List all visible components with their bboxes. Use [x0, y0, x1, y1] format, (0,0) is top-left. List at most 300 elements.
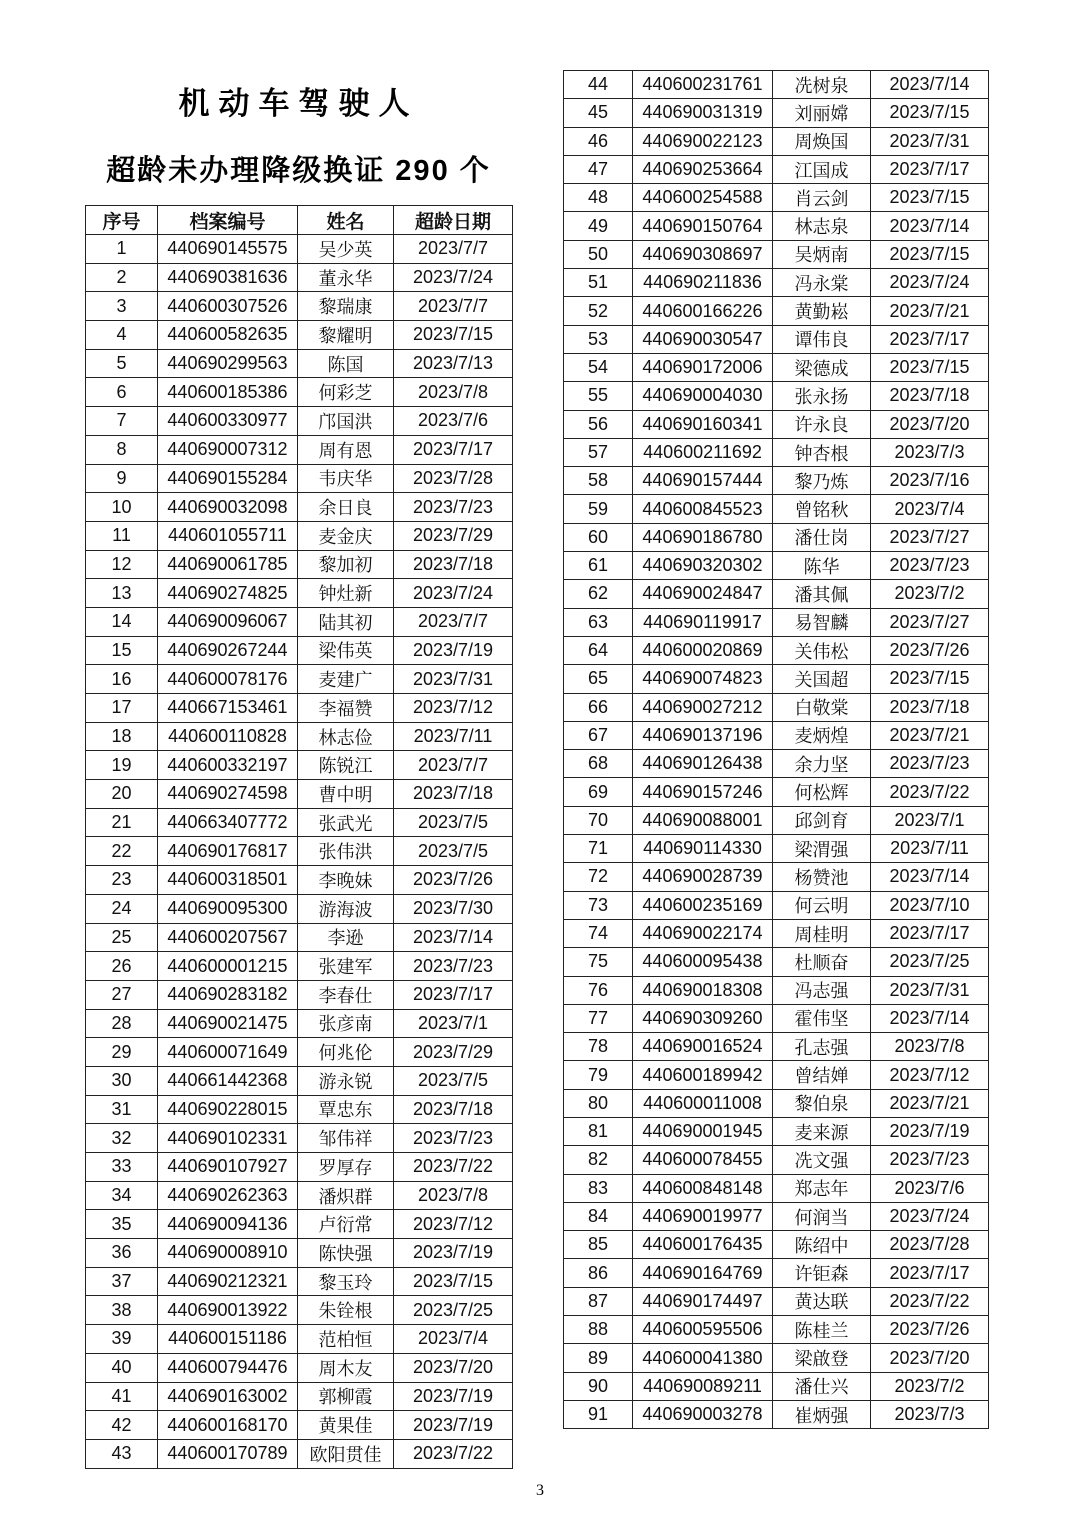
- cell-name: 游永锐: [298, 1066, 394, 1095]
- cell-name: 潘炽群: [298, 1181, 394, 1210]
- cell-name: 钟杏根: [773, 438, 871, 466]
- cell-date: 2023/7/5: [394, 837, 513, 866]
- table-row: [86, 636, 513, 665]
- cell-name: 韦庆华: [298, 464, 394, 493]
- cell-fileno: 440690157444: [633, 467, 773, 495]
- cell-date: 2023/7/30: [394, 894, 513, 923]
- cell-fileno: 440690126438: [633, 750, 773, 778]
- cell-fileno: 440600166226: [633, 297, 773, 325]
- table-row: [564, 1400, 989, 1428]
- table-row: [564, 552, 989, 580]
- table-row: [86, 493, 513, 522]
- table-row: [564, 919, 989, 947]
- cell-name: 杨赞池: [773, 863, 871, 891]
- cell-fileno: 440600582635: [158, 321, 298, 350]
- cell-date: 2023/7/23: [871, 552, 989, 580]
- cell-fileno: 440690228015: [158, 1095, 298, 1124]
- cell-name: 曾铭秋: [773, 495, 871, 523]
- cell-fileno: 440690253664: [633, 155, 773, 183]
- cell-seq: 32: [86, 1124, 158, 1153]
- cell-seq: 77: [564, 1004, 633, 1032]
- cell-date: 2023/7/19: [394, 1239, 513, 1268]
- cell-date: 2023/7/21: [871, 297, 989, 325]
- cell-name: 杜顺奋: [773, 948, 871, 976]
- cell-name: 黄勤崧: [773, 297, 871, 325]
- cell-seq: 40: [86, 1353, 158, 1382]
- cell-name: 冯志强: [773, 976, 871, 1004]
- cell-seq: 18: [86, 722, 158, 751]
- cell-name: 曹中明: [298, 780, 394, 809]
- cell-fileno: 440690262363: [158, 1181, 298, 1210]
- cell-date: 2023/7/8: [394, 1181, 513, 1210]
- table-row: [564, 608, 989, 636]
- table-row: [86, 952, 513, 981]
- cell-seq: 66: [564, 693, 633, 721]
- cell-fileno: 440690088001: [633, 806, 773, 834]
- cell-name: 周木友: [298, 1353, 394, 1382]
- cell-name: 黎玉玲: [298, 1267, 394, 1296]
- cell-seq: 34: [86, 1181, 158, 1210]
- table-row: [564, 523, 989, 551]
- cell-date: 2023/7/4: [394, 1325, 513, 1354]
- cell-name: 何松辉: [773, 778, 871, 806]
- cell-date: 2023/7/1: [871, 806, 989, 834]
- cell-seq: 31: [86, 1095, 158, 1124]
- cell-date: 2023/7/17: [871, 919, 989, 947]
- cell-seq: 89: [564, 1344, 633, 1372]
- header-row: [86, 206, 513, 235]
- cell-seq: 29: [86, 1038, 158, 1067]
- cell-fileno: 440690283182: [158, 980, 298, 1009]
- cell-seq: 28: [86, 1009, 158, 1038]
- left-column: [85, 78, 512, 1469]
- cell-date: 2023/7/11: [394, 722, 513, 751]
- cell-name: 张武光: [298, 808, 394, 837]
- cell-fileno: 440690299563: [158, 349, 298, 378]
- cell-date: 2023/7/23: [394, 493, 513, 522]
- header-fileno: 档案编号: [158, 206, 298, 235]
- cell-fileno: 440690008910: [158, 1239, 298, 1268]
- cell-seq: 8: [86, 435, 158, 464]
- table-row: [86, 607, 513, 636]
- table-row: [86, 1267, 513, 1296]
- cell-seq: 59: [564, 495, 633, 523]
- cell-seq: 72: [564, 863, 633, 891]
- cell-fileno: 440690274598: [158, 780, 298, 809]
- cell-name: 肖云剑: [773, 184, 871, 212]
- cell-date: 2023/7/21: [871, 1089, 989, 1117]
- cell-name: 游海波: [298, 894, 394, 923]
- table-row: [86, 435, 513, 464]
- cell-fileno: 440601055711: [158, 521, 298, 550]
- cell-date: 2023/7/24: [871, 1202, 989, 1230]
- cell-name: 林志泉: [773, 212, 871, 240]
- cell-date: 2023/7/23: [871, 1146, 989, 1174]
- cell-fileno: 440690157246: [633, 778, 773, 806]
- cell-fileno: 440690102331: [158, 1124, 298, 1153]
- cell-seq: 71: [564, 835, 633, 863]
- cell-date: 2023/7/19: [394, 636, 513, 665]
- cell-name: 张彦南: [298, 1009, 394, 1038]
- cell-fileno: 440690096067: [158, 607, 298, 636]
- cell-seq: 51: [564, 269, 633, 297]
- cell-seq: 1: [86, 235, 158, 264]
- cell-fileno: 440690031319: [633, 99, 773, 127]
- cell-date: 2023/7/23: [394, 952, 513, 981]
- cell-seq: 35: [86, 1210, 158, 1239]
- cell-seq: 86: [564, 1259, 633, 1287]
- table-row: [86, 1439, 513, 1468]
- cell-fileno: 440690320302: [633, 552, 773, 580]
- cell-date: 2023/7/18: [871, 382, 989, 410]
- cell-name: 朱铨根: [298, 1296, 394, 1325]
- table-row: [564, 693, 989, 721]
- cell-date: 2023/7/10: [871, 891, 989, 919]
- cell-seq: 36: [86, 1239, 158, 1268]
- table-row: [86, 1153, 513, 1182]
- cell-date: 2023/7/3: [871, 438, 989, 466]
- cell-fileno: 440600189942: [633, 1061, 773, 1089]
- cell-name: 董永华: [298, 263, 394, 292]
- cell-seq: 65: [564, 665, 633, 693]
- page-subtitle: 超龄未办理降级换证 290 个: [106, 155, 491, 187]
- cell-fileno: 440690074823: [633, 665, 773, 693]
- cell-fileno: 440600211692: [633, 438, 773, 466]
- cell-seq: 63: [564, 608, 633, 636]
- table-row: [564, 863, 989, 891]
- cell-date: 2023/7/5: [394, 808, 513, 837]
- cell-date: 2023/7/22: [394, 1153, 513, 1182]
- cell-date: 2023/7/23: [394, 1124, 513, 1153]
- drivers-table-right: [563, 70, 989, 1429]
- cell-seq: 47: [564, 155, 633, 183]
- cell-name: 孔志强: [773, 1033, 871, 1061]
- cell-name: 梁渭强: [773, 835, 871, 863]
- table-row: [86, 1411, 513, 1440]
- table-row: [564, 750, 989, 778]
- cell-date: 2023/7/28: [871, 1231, 989, 1259]
- table-row: [564, 269, 989, 297]
- cell-date: 2023/7/2: [871, 580, 989, 608]
- cell-fileno: 440690022123: [633, 127, 773, 155]
- cell-name: 陈华: [773, 552, 871, 580]
- table-row: [564, 353, 989, 381]
- cell-fileno: 440600011008: [633, 1089, 773, 1117]
- cell-name: 余日良: [298, 493, 394, 522]
- cell-name: 郑志年: [773, 1174, 871, 1202]
- cell-date: 2023/7/19: [394, 1382, 513, 1411]
- cell-seq: 67: [564, 721, 633, 749]
- cell-name: 曾结婵: [773, 1061, 871, 1089]
- cell-seq: 60: [564, 523, 633, 551]
- table-row: [564, 665, 989, 693]
- cell-date: 2023/7/31: [871, 976, 989, 1004]
- cell-seq: 10: [86, 493, 158, 522]
- cell-date: 2023/7/24: [394, 263, 513, 292]
- table-row: [86, 1095, 513, 1124]
- cell-seq: 33: [86, 1153, 158, 1182]
- cell-fileno: 440600231761: [633, 71, 773, 99]
- cell-name: 潘仕岗: [773, 523, 871, 551]
- cell-name: 李福赞: [298, 694, 394, 723]
- cell-fileno: 440690030547: [633, 325, 773, 353]
- cell-name: 潘其佩: [773, 580, 871, 608]
- cell-fileno: 440690381636: [158, 263, 298, 292]
- cell-seq: 83: [564, 1174, 633, 1202]
- cell-date: 2023/7/3: [871, 1400, 989, 1428]
- header-name: 姓名: [298, 206, 394, 235]
- cell-date: 2023/7/26: [871, 1316, 989, 1344]
- table-row: [564, 1174, 989, 1202]
- cell-seq: 76: [564, 976, 633, 1004]
- cell-name: 何彩芝: [298, 378, 394, 407]
- table-row: [86, 722, 513, 751]
- cell-name: 冯永棠: [773, 269, 871, 297]
- cell-date: 2023/7/14: [871, 212, 989, 240]
- table-row: [564, 438, 989, 466]
- cell-seq: 19: [86, 751, 158, 780]
- cell-fileno: 440690004030: [633, 382, 773, 410]
- cell-name: 林志俭: [298, 722, 394, 751]
- cell-fileno: 440690119917: [633, 608, 773, 636]
- cell-date: 2023/7/15: [871, 184, 989, 212]
- table-row: [86, 1325, 513, 1354]
- cell-name: 谭伟良: [773, 325, 871, 353]
- table-row: [564, 778, 989, 806]
- cell-seq: 13: [86, 579, 158, 608]
- cell-name: 张永扬: [773, 382, 871, 410]
- cell-date: 2023/7/18: [394, 550, 513, 579]
- table-row: [564, 1316, 989, 1344]
- cell-name: 关伟松: [773, 636, 871, 664]
- cell-name: 余力坚: [773, 750, 871, 778]
- cell-seq: 85: [564, 1231, 633, 1259]
- cell-name: 梁伟英: [298, 636, 394, 665]
- cell-name: 何兆伦: [298, 1038, 394, 1067]
- cell-date: 2023/7/8: [394, 378, 513, 407]
- cell-fileno: 440600078176: [158, 665, 298, 694]
- cell-name: 许钜森: [773, 1259, 871, 1287]
- table-row: [564, 1089, 989, 1117]
- cell-fileno: 440690095300: [158, 894, 298, 923]
- cell-date: 2023/7/14: [871, 71, 989, 99]
- cell-name: 陈桂兰: [773, 1316, 871, 1344]
- cell-seq: 46: [564, 127, 633, 155]
- table-row: [86, 407, 513, 436]
- cell-name: 范柏恒: [298, 1325, 394, 1354]
- cell-date: 2023/7/12: [871, 1061, 989, 1089]
- table-row: [86, 550, 513, 579]
- table-row: [564, 99, 989, 127]
- cell-fileno: 440690164769: [633, 1259, 773, 1287]
- cell-date: 2023/7/18: [394, 780, 513, 809]
- cell-date: 2023/7/15: [871, 353, 989, 381]
- cell-fileno: 440690003278: [633, 1400, 773, 1428]
- cell-seq: 70: [564, 806, 633, 834]
- cell-seq: 6: [86, 378, 158, 407]
- cell-date: 2023/7/7: [394, 607, 513, 636]
- cell-seq: 88: [564, 1316, 633, 1344]
- table-row: [86, 694, 513, 723]
- table-row: [86, 1210, 513, 1239]
- cell-name: 周有恩: [298, 435, 394, 464]
- cell-seq: 3: [86, 292, 158, 321]
- table-row: [564, 636, 989, 664]
- cell-date: 2023/7/19: [394, 1411, 513, 1440]
- cell-seq: 87: [564, 1287, 633, 1315]
- cell-fileno: 440663407772: [158, 808, 298, 837]
- cell-name: 黎加初: [298, 550, 394, 579]
- header-date: 超龄日期: [394, 206, 513, 235]
- cell-name: 邹伟祥: [298, 1124, 394, 1153]
- cell-date: 2023/7/8: [871, 1033, 989, 1061]
- cell-fileno: 440690022174: [633, 919, 773, 947]
- table-row: [86, 263, 513, 292]
- cell-seq: 5: [86, 349, 158, 378]
- cell-fileno: 440600848148: [633, 1174, 773, 1202]
- cell-date: 2023/7/24: [394, 579, 513, 608]
- table-row: [564, 240, 989, 268]
- cell-fileno: 440690309260: [633, 1004, 773, 1032]
- cell-fileno: 440690021475: [158, 1009, 298, 1038]
- table-row: [564, 1259, 989, 1287]
- cell-seq: 44: [564, 71, 633, 99]
- cell-fileno: 440600207567: [158, 923, 298, 952]
- cell-seq: 24: [86, 894, 158, 923]
- cell-seq: 68: [564, 750, 633, 778]
- cell-date: 2023/7/13: [394, 349, 513, 378]
- cell-fileno: 440690211836: [633, 269, 773, 297]
- cell-fileno: 440600110828: [158, 722, 298, 751]
- table-row: [564, 127, 989, 155]
- cell-seq: 26: [86, 952, 158, 981]
- cell-date: 2023/7/26: [394, 866, 513, 895]
- cell-seq: 61: [564, 552, 633, 580]
- cell-seq: 20: [86, 780, 158, 809]
- cell-date: 2023/7/16: [871, 467, 989, 495]
- cell-date: 2023/7/5: [394, 1066, 513, 1095]
- page-number: 3: [536, 1482, 544, 1499]
- cell-name: 刘丽嫦: [773, 99, 871, 127]
- cell-fileno: 440690274825: [158, 579, 298, 608]
- drivers-table-left: [85, 205, 513, 1469]
- cell-name: 卢衍常: [298, 1210, 394, 1239]
- cell-fileno: 440600020869: [633, 636, 773, 664]
- cell-date: 2023/7/31: [394, 665, 513, 694]
- cell-fileno: 440690013922: [158, 1296, 298, 1325]
- table-row: [86, 1038, 513, 1067]
- cell-date: 2023/7/15: [871, 99, 989, 127]
- cell-fileno: 440690137196: [633, 721, 773, 749]
- cell-name: 何润当: [773, 1202, 871, 1230]
- table-row: [86, 521, 513, 550]
- cell-fileno: 440690174497: [633, 1287, 773, 1315]
- cell-date: 2023/7/25: [394, 1296, 513, 1325]
- cell-seq: 73: [564, 891, 633, 919]
- table-row: [86, 1239, 513, 1268]
- cell-seq: 50: [564, 240, 633, 268]
- cell-date: 2023/7/20: [394, 1353, 513, 1382]
- cell-seq: 90: [564, 1372, 633, 1400]
- cell-name: 李逊: [298, 923, 394, 952]
- cell-seq: 62: [564, 580, 633, 608]
- cell-seq: 15: [86, 636, 158, 665]
- cell-date: 2023/7/17: [871, 155, 989, 183]
- cell-fileno: 440690308697: [633, 240, 773, 268]
- table-row: [564, 1202, 989, 1230]
- cell-date: 2023/7/25: [871, 948, 989, 976]
- cell-seq: 56: [564, 410, 633, 438]
- table-row: [86, 808, 513, 837]
- cell-date: 2023/7/15: [394, 321, 513, 350]
- cell-seq: 53: [564, 325, 633, 353]
- cell-date: 2023/7/6: [871, 1174, 989, 1202]
- table-row: [564, 948, 989, 976]
- cell-fileno: 440690016524: [633, 1033, 773, 1061]
- cell-seq: 2: [86, 263, 158, 292]
- cell-fileno: 440600254588: [633, 184, 773, 212]
- cell-date: 2023/7/2: [871, 1372, 989, 1400]
- cell-date: 2023/7/12: [394, 1210, 513, 1239]
- cell-seq: 23: [86, 866, 158, 895]
- cell-fileno: 440690212321: [158, 1267, 298, 1296]
- table-row: [86, 579, 513, 608]
- cell-date: 2023/7/17: [871, 1259, 989, 1287]
- cell-name: 周焕国: [773, 127, 871, 155]
- cell-date: 2023/7/12: [394, 694, 513, 723]
- cell-date: 2023/7/1: [394, 1009, 513, 1038]
- table-row: [86, 923, 513, 952]
- cell-date: 2023/7/31: [871, 127, 989, 155]
- cell-name: 欧阳贯佳: [298, 1439, 394, 1468]
- cell-fileno: 440600078455: [633, 1146, 773, 1174]
- cell-fileno: 440600151186: [158, 1325, 298, 1354]
- cell-name: 周桂明: [773, 919, 871, 947]
- cell-seq: 37: [86, 1267, 158, 1296]
- cell-seq: 11: [86, 521, 158, 550]
- cell-seq: 16: [86, 665, 158, 694]
- table-row: [564, 580, 989, 608]
- cell-date: 2023/7/4: [871, 495, 989, 523]
- table-row: [564, 1004, 989, 1032]
- cell-fileno: 440600235169: [633, 891, 773, 919]
- cell-fileno: 440600041380: [633, 1344, 773, 1372]
- cell-date: 2023/7/26: [871, 636, 989, 664]
- cell-seq: 25: [86, 923, 158, 952]
- cell-seq: 78: [564, 1033, 633, 1061]
- cell-name: 陈绍中: [773, 1231, 871, 1259]
- cell-date: 2023/7/15: [871, 240, 989, 268]
- cell-seq: 91: [564, 1400, 633, 1428]
- cell-seq: 48: [564, 184, 633, 212]
- cell-date: 2023/7/27: [871, 523, 989, 551]
- cell-fileno: 440600332197: [158, 751, 298, 780]
- cell-fileno: 440690107927: [158, 1153, 298, 1182]
- cell-fileno: 440690172006: [633, 353, 773, 381]
- cell-fileno: 440690155284: [158, 464, 298, 493]
- cell-date: 2023/7/7: [394, 235, 513, 264]
- table-row: [564, 1372, 989, 1400]
- cell-seq: 54: [564, 353, 633, 381]
- cell-name: 许永良: [773, 410, 871, 438]
- cell-seq: 81: [564, 1117, 633, 1145]
- cell-seq: 55: [564, 382, 633, 410]
- cell-name: 邱剑育: [773, 806, 871, 834]
- cell-fileno: 440690007312: [158, 435, 298, 464]
- cell-fileno: 440690032098: [158, 493, 298, 522]
- table-row: [564, 976, 989, 1004]
- cell-fileno: 440600330977: [158, 407, 298, 436]
